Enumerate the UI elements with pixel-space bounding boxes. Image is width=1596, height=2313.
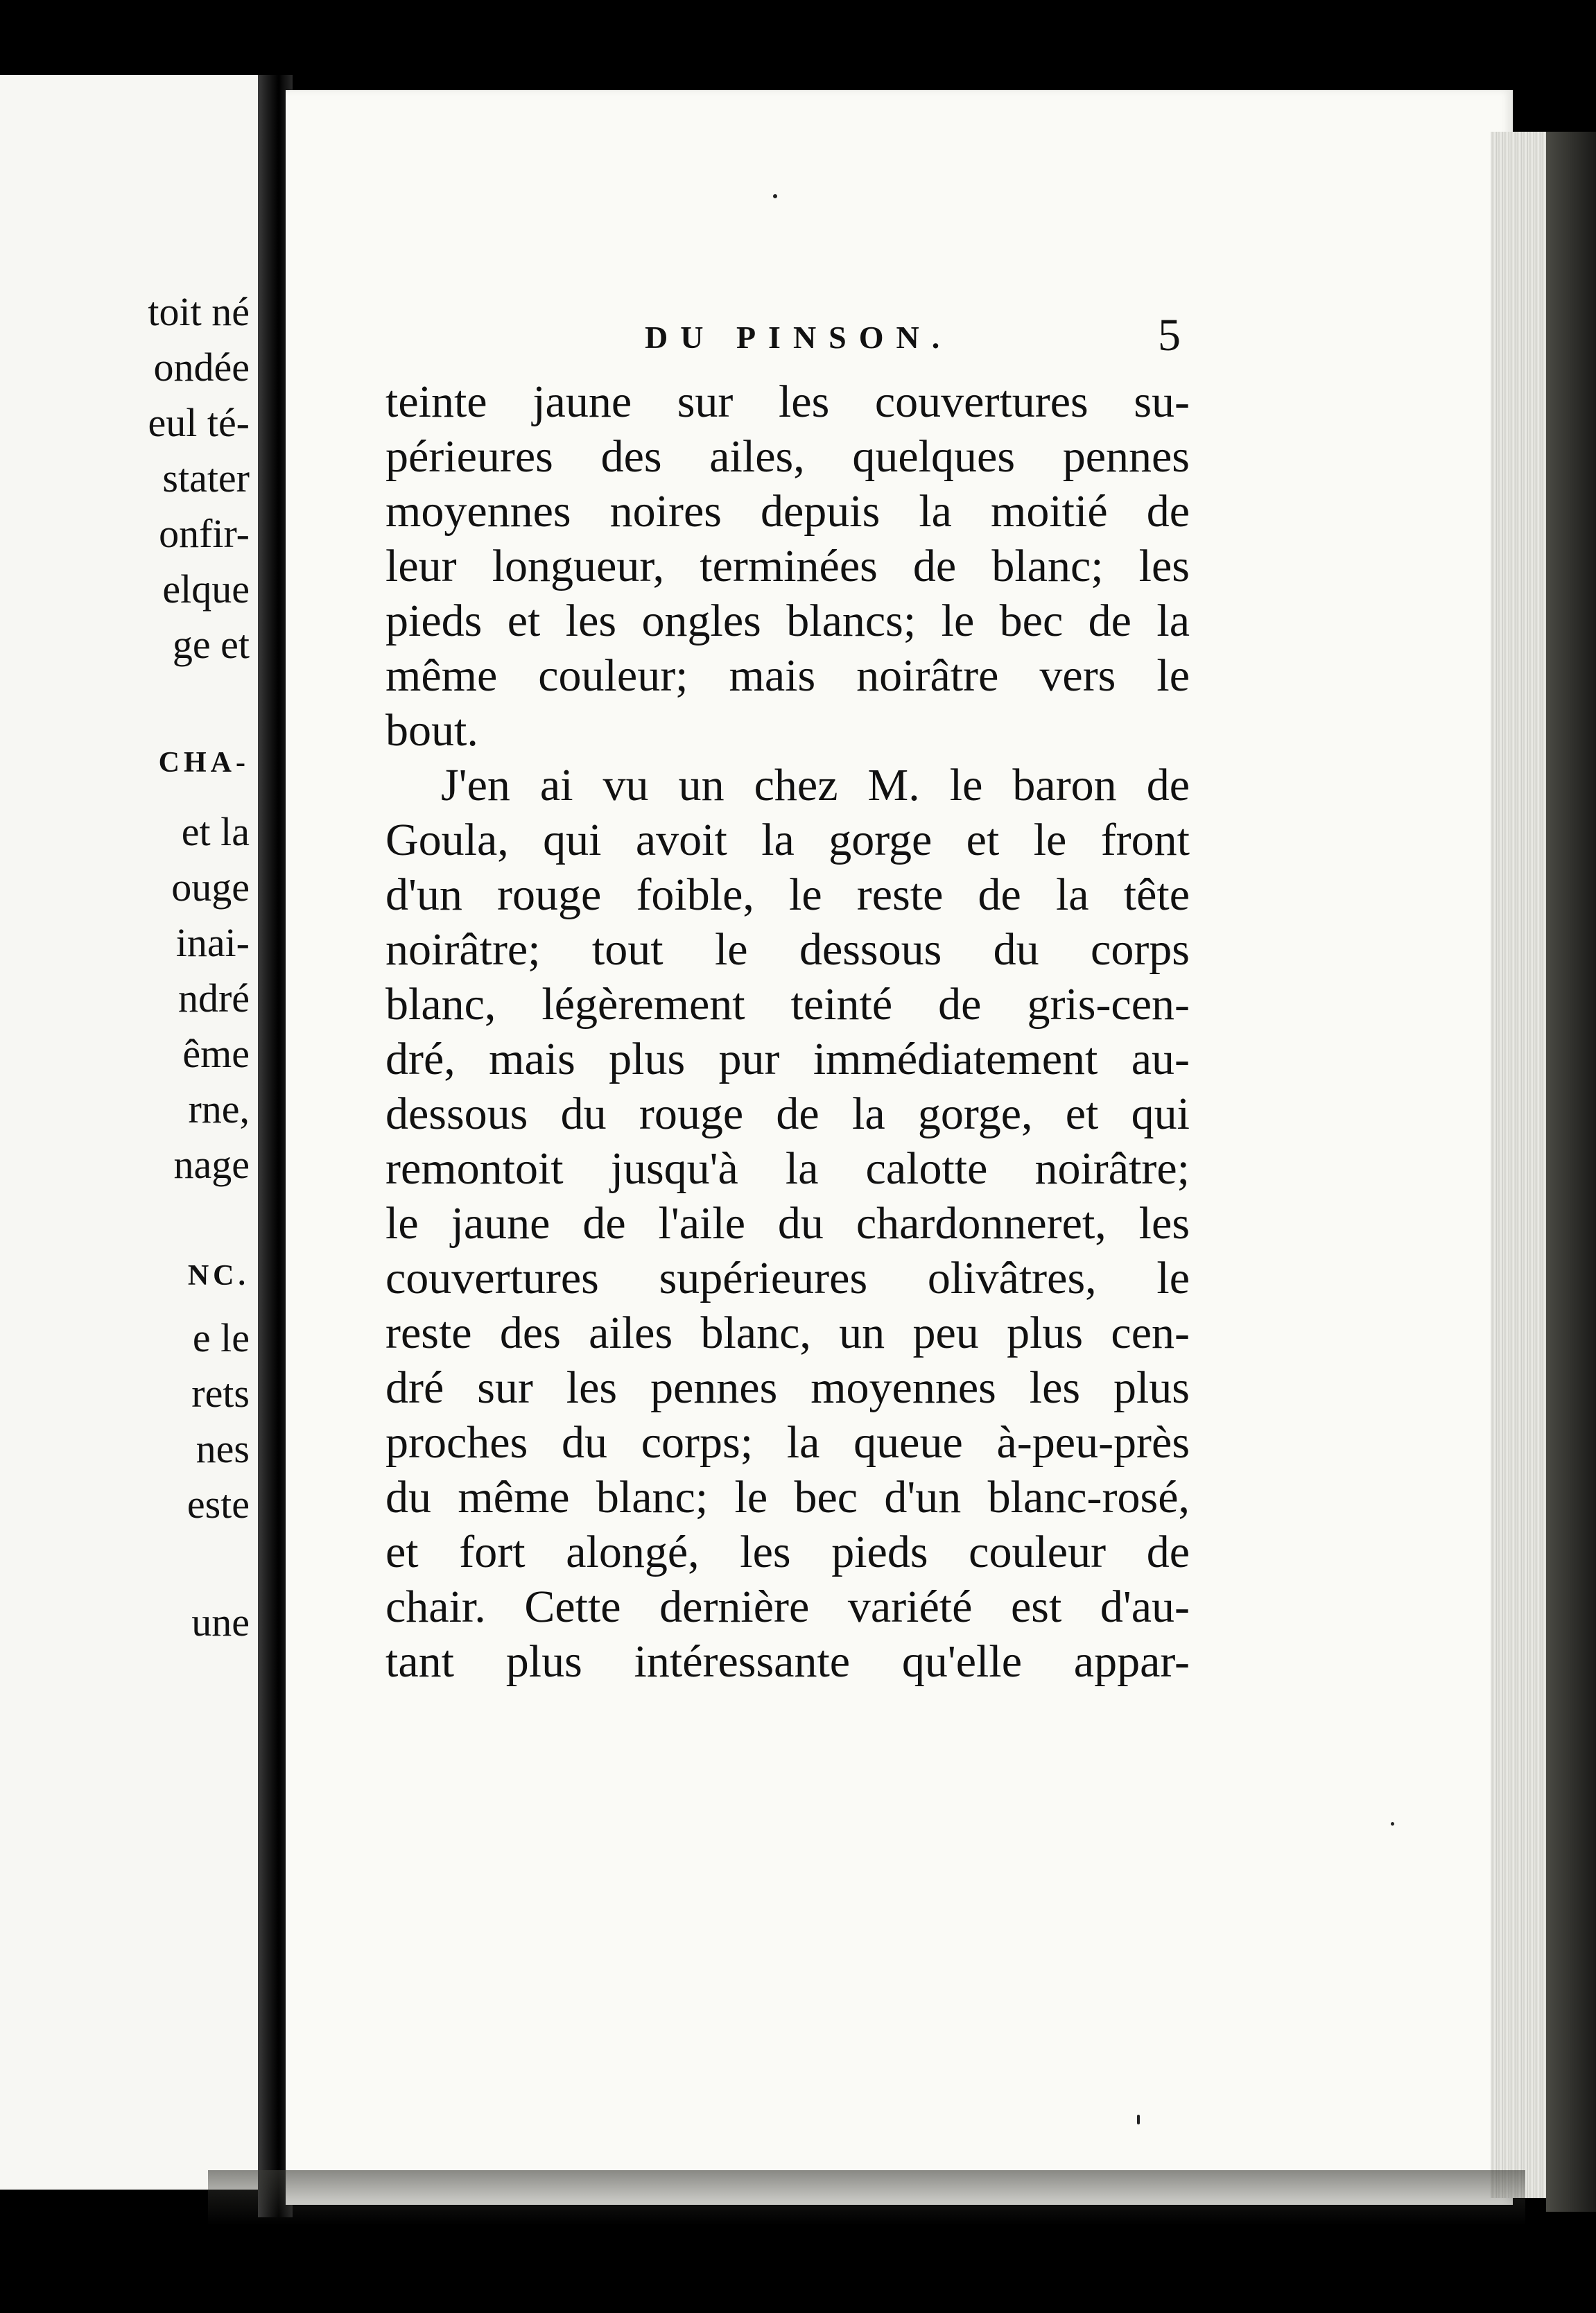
ink-speck bbox=[773, 194, 777, 198]
text-line: tant plus intéressante qu'elle appar- bbox=[385, 1636, 1190, 1687]
previous-page-line: NC. bbox=[187, 1260, 250, 1292]
previous-page-line: ge et bbox=[172, 622, 250, 667]
ink-speck bbox=[1391, 1822, 1394, 1826]
text-line: le jaune de l'aile du chardonneret, les bbox=[385, 1198, 1190, 1249]
previous-page-line: onfir- bbox=[159, 511, 250, 556]
text-line: dessous du rouge de la gorge, et qui bbox=[385, 1089, 1190, 1139]
previous-page-fragment bbox=[0, 75, 258, 2190]
previous-page-line: ouge bbox=[171, 865, 250, 910]
ink-speck bbox=[1137, 2115, 1140, 2124]
text-line: dré sur les pennes moyennes les plus bbox=[385, 1362, 1190, 1413]
text-line: remontoit jusqu'à la calotte noirâtre; bbox=[385, 1143, 1190, 1194]
text-line: reste des ailes blanc, un peu plus cen- bbox=[385, 1308, 1190, 1358]
text-line: dré, mais plus pur immédiatement au- bbox=[385, 1034, 1190, 1084]
previous-page-line: elque bbox=[162, 566, 250, 612]
running-head: DU PINSON. bbox=[645, 320, 953, 355]
text-line: d'un rouge foible, le reste de la tête bbox=[385, 869, 1190, 920]
text-line: proches du corps; la queue à-peu-près bbox=[385, 1417, 1190, 1468]
text-line: moyennes noires depuis la moitié de bbox=[385, 486, 1190, 537]
previous-page-line: e le bbox=[192, 1315, 250, 1360]
previous-page-line: CHA- bbox=[158, 747, 250, 779]
previous-page-line: este bbox=[187, 1482, 250, 1527]
text-line: et fort alongé, les pieds couleur de bbox=[385, 1527, 1190, 1577]
previous-page-line: nes bbox=[196, 1426, 250, 1471]
previous-page-line: ndré bbox=[177, 976, 250, 1021]
text-line: J'en ai vu un chez M. le baron de bbox=[441, 760, 1190, 811]
text-line: chair. Cette dernière variété est d'au- bbox=[385, 1582, 1190, 1632]
text-line: noirâtre; tout le dessous du corps bbox=[385, 924, 1190, 975]
previous-page-line: rne, bbox=[188, 1086, 250, 1132]
text-line: blanc, légèrement teinté de gris-cen- bbox=[385, 979, 1190, 1030]
page-number: 5 bbox=[1158, 310, 1181, 361]
previous-page-line: stater bbox=[162, 456, 250, 501]
previous-page-line: eul té- bbox=[148, 400, 250, 445]
previous-page-line: nage bbox=[173, 1142, 250, 1187]
previous-page-line: toit né bbox=[148, 289, 250, 334]
previous-page-line: inai- bbox=[175, 920, 250, 965]
text-line: leur longueur, terminées de blanc; les bbox=[385, 541, 1190, 591]
previous-page-line: et la bbox=[181, 809, 250, 854]
body-text bbox=[385, 374, 1190, 1689]
text-line: couvertures supérieures olivâtres, le bbox=[385, 1253, 1190, 1303]
previous-page-line: rets bbox=[191, 1371, 250, 1416]
text-line: même couleur; mais noirâtre vers le bbox=[385, 650, 1190, 701]
text-line: pieds et les ongles blancs; le bec de la bbox=[385, 596, 1190, 646]
text-line: périeures des ailes, quelques pennes bbox=[385, 431, 1190, 482]
previous-page-line: ême bbox=[182, 1031, 250, 1076]
text-line: Goula, qui avoit la gorge et le front bbox=[385, 815, 1190, 865]
book-cover-edge bbox=[1546, 132, 1596, 2212]
previous-page-line: une bbox=[191, 1600, 250, 1645]
page-bottom-shadow bbox=[208, 2170, 1525, 2226]
text-line: du même blanc; le bec d'un blanc-rosé, bbox=[385, 1472, 1190, 1523]
text-line: bout. bbox=[385, 705, 478, 756]
text-line: teinte jaune sur les couvertures su- bbox=[385, 376, 1190, 427]
previous-page-line: ondée bbox=[153, 345, 250, 390]
